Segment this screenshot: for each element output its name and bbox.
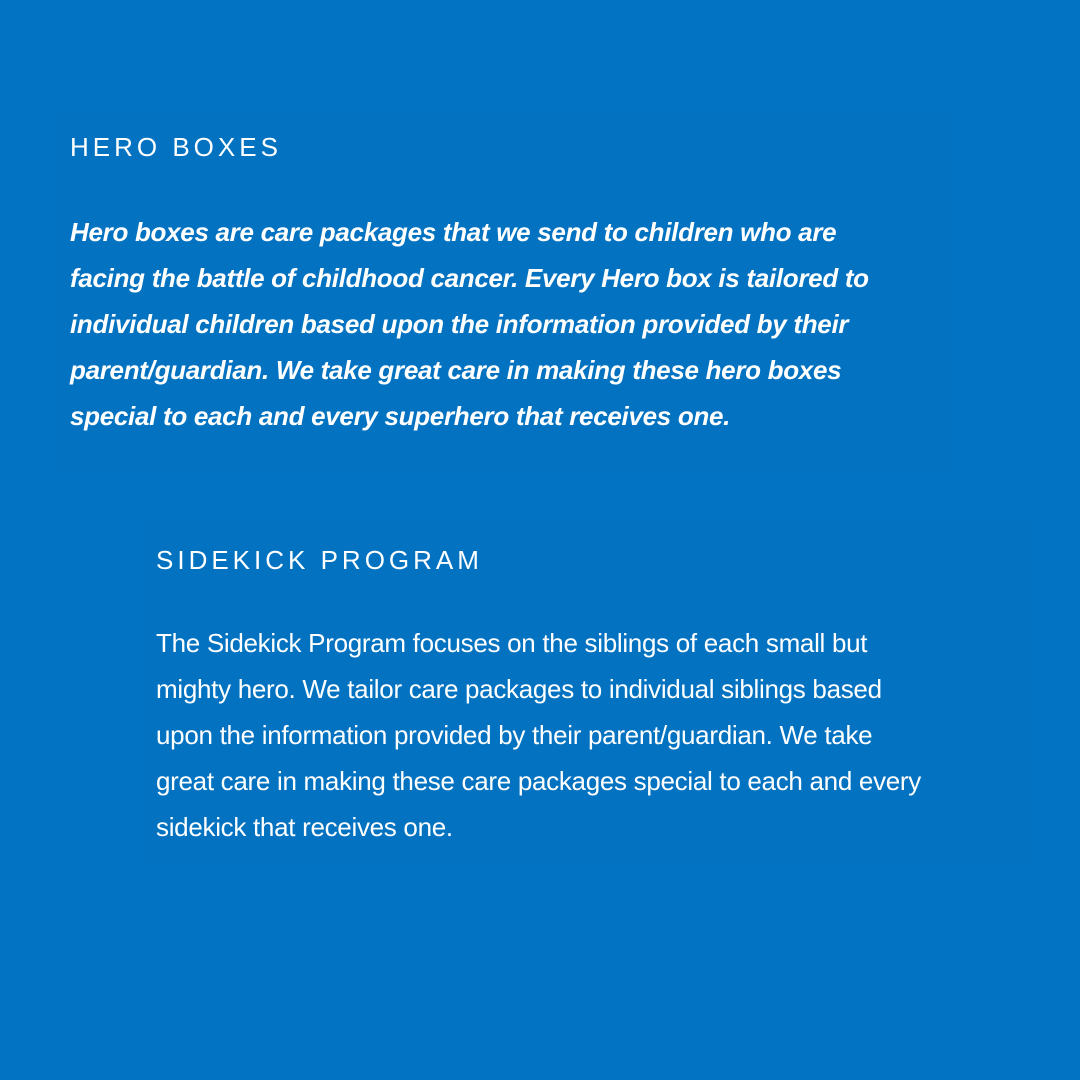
hero-boxes-line: parent/guardian. We take great care in making these hero boxes: [70, 355, 842, 385]
hero-boxes-section: [55, 112, 950, 472]
sidekick-program-description: [156, 620, 1030, 850]
sidekick-program-heading: SIDEKICK PROGRAM: [156, 545, 483, 575]
sidekick-program-line: The Sidekick Program focuses on the siblings of each small but: [156, 628, 868, 658]
hero-boxes-description: [70, 209, 950, 439]
sidekick-program-section: [140, 522, 1030, 867]
sidekick-program-line: upon the information provided by their parent/guardian. We take: [156, 720, 873, 750]
sidekick-program-line: sidekick that receives one.: [156, 812, 453, 842]
hero-boxes-line: facing the battle of childhood cancer. Every Hero box is tailored to: [70, 263, 869, 293]
hero-boxes-heading: HERO BOXES: [70, 132, 282, 162]
sidekick-program-line: mighty hero. We tailor care packages to individual siblings based: [156, 674, 882, 704]
hero-boxes-line: special to each and every superhero that receives one.: [70, 401, 731, 431]
hero-boxes-line: Hero boxes are care packages that we send to children who are: [70, 217, 837, 247]
sidekick-program-line: great care in making these care packages special to each and every: [156, 766, 921, 796]
hero-boxes-line: individual children based upon the information provided by their: [70, 309, 849, 339]
